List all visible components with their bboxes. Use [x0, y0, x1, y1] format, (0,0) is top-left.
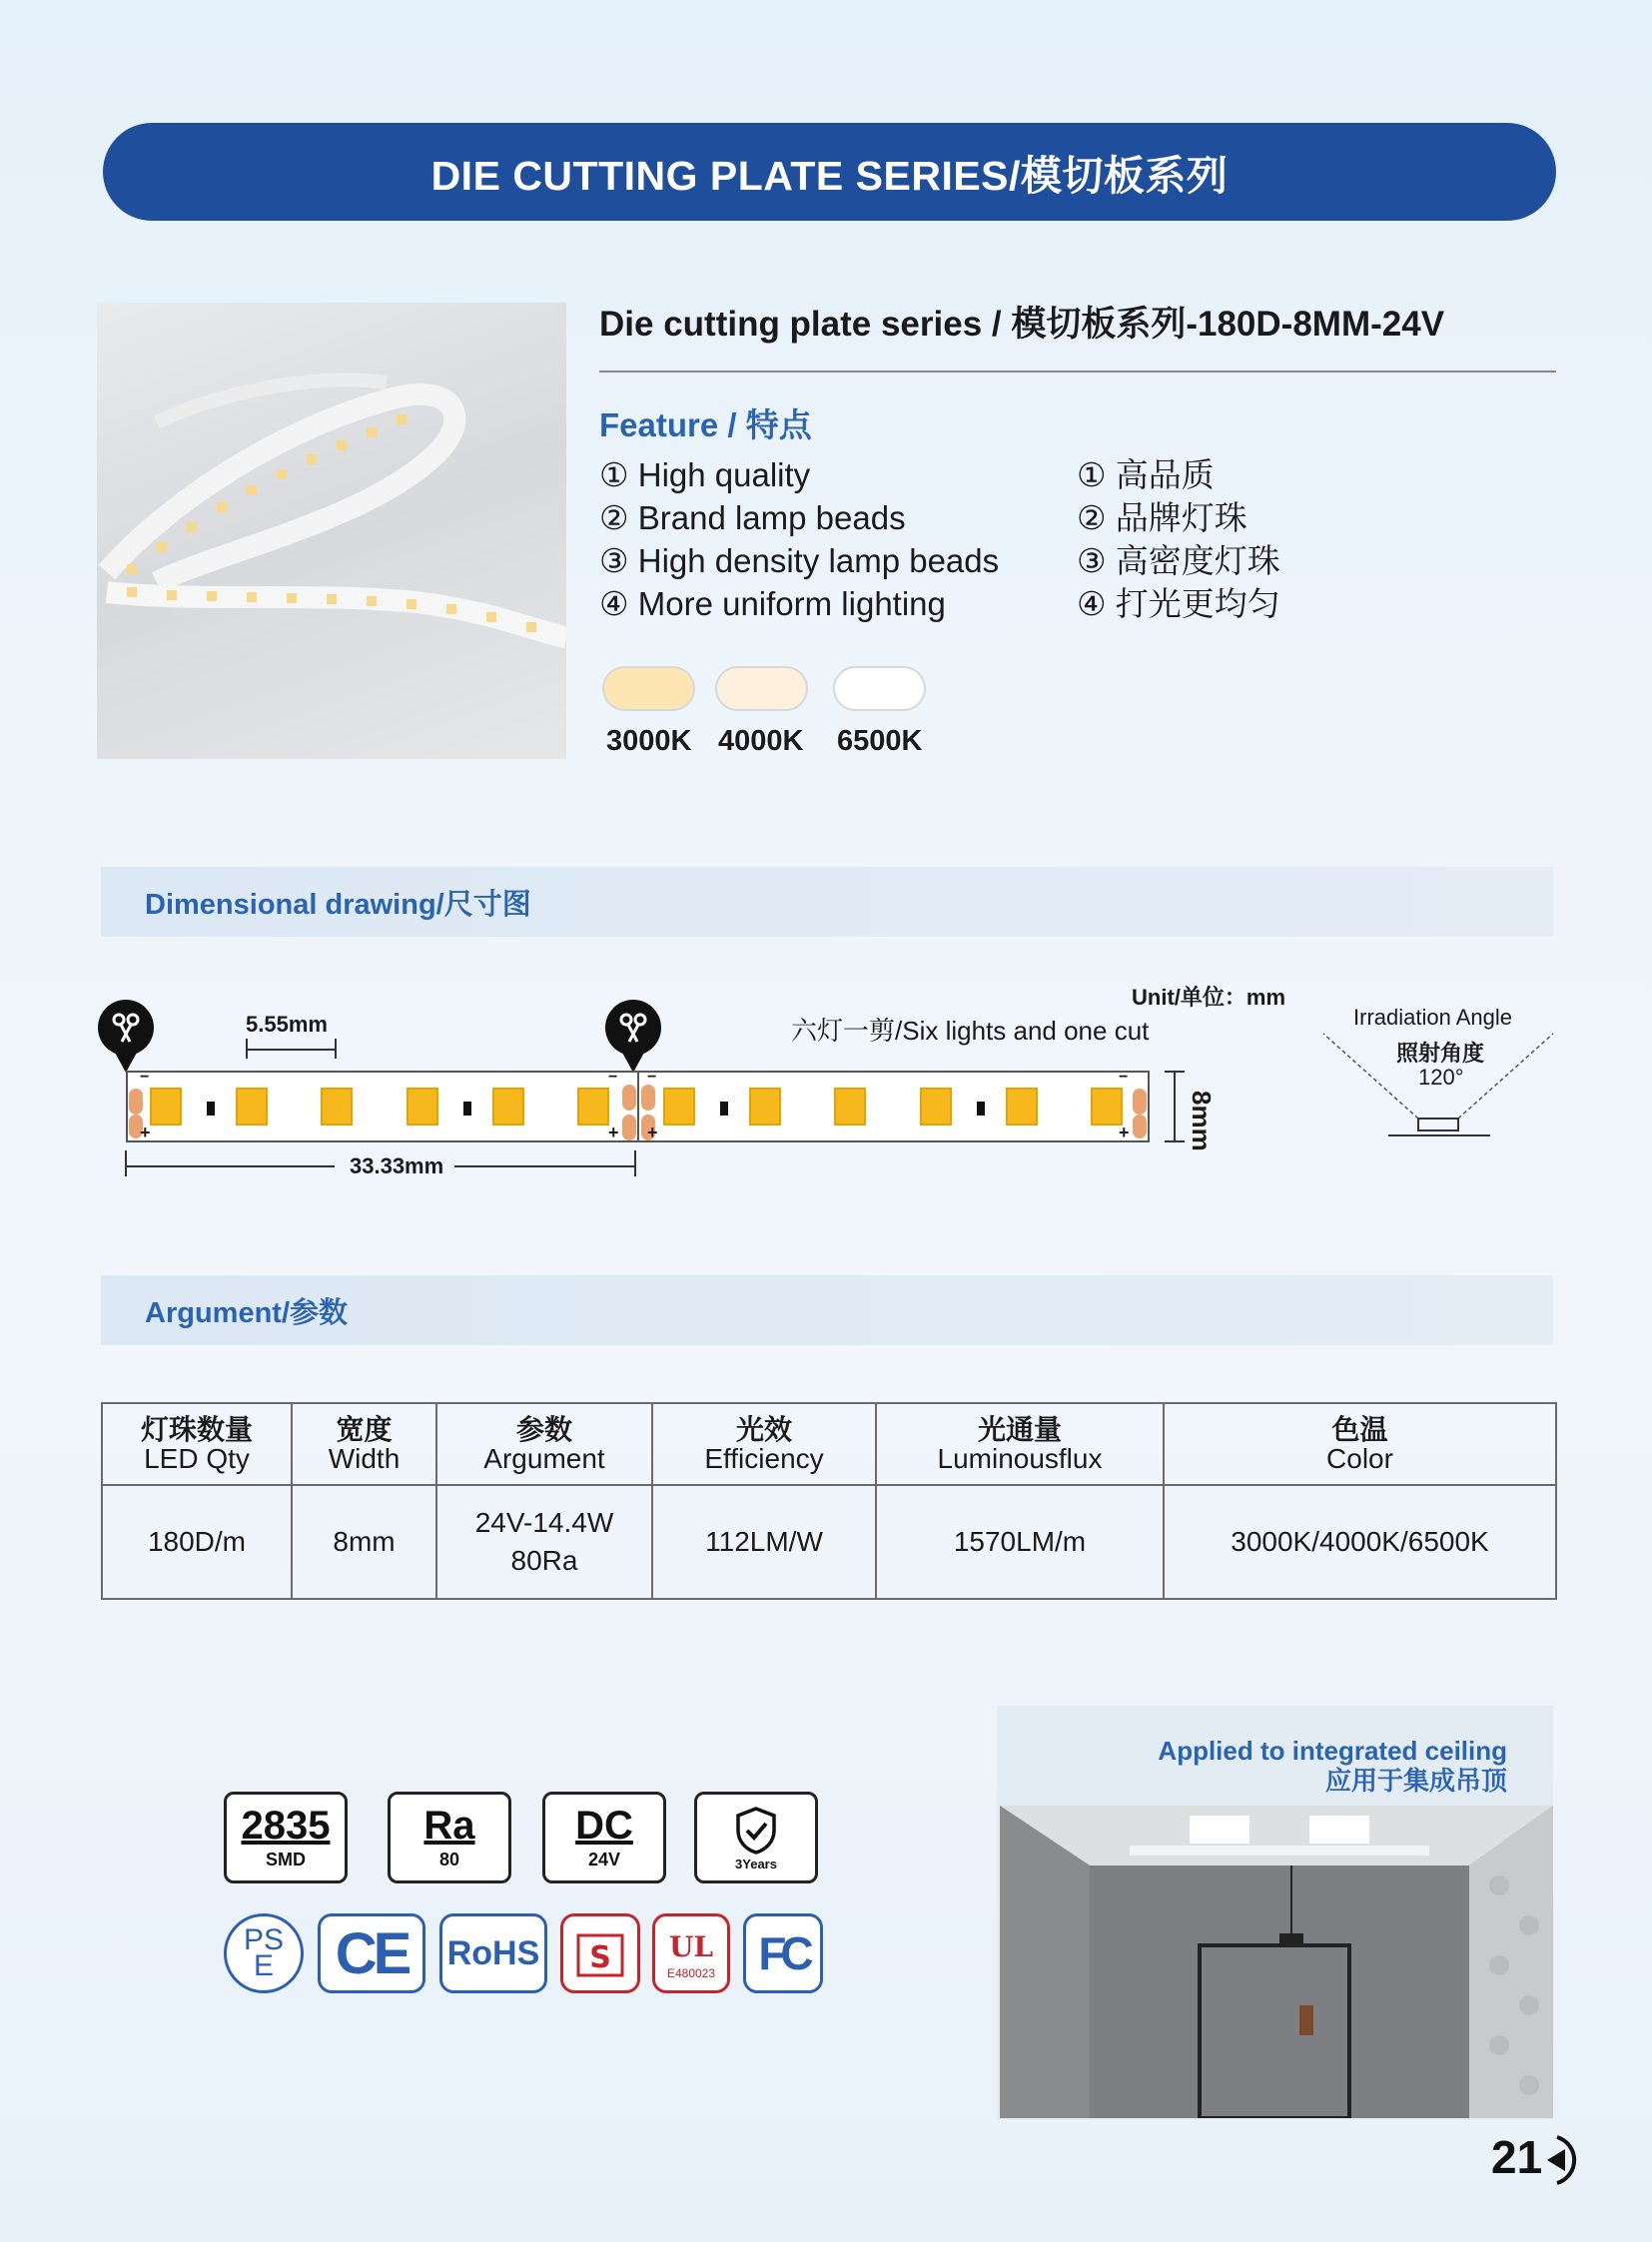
led-bead [321, 1088, 353, 1125]
feature-en-item: ③ High density lamp beads [599, 542, 1000, 579]
th-zh: 宽度 [336, 1414, 393, 1445]
spec-table [101, 1402, 1557, 1600]
ul-number: E480023 [666, 1966, 716, 1980]
feature-title: Feature / 特点 [599, 406, 812, 443]
led-bead [1091, 1088, 1123, 1125]
feature-zh-item: ① 高品质 [1077, 456, 1215, 493]
next-page-arrow-icon[interactable] [1543, 2135, 1583, 2185]
feature-zh-item: ④ 打光更均匀 [1077, 585, 1280, 622]
minus-sign: − [608, 1069, 618, 1086]
badge-sub: SMD [266, 1849, 306, 1869]
length-tick [125, 1150, 127, 1176]
led-bead [749, 1088, 781, 1125]
cell-argument-power: 24V-14.4W [474, 1507, 614, 1538]
width-label: 8mm [1187, 1091, 1217, 1151]
plus-sign: + [1119, 1122, 1130, 1142]
minus-sign: − [647, 1069, 657, 1086]
cell-argument [436, 1485, 652, 1599]
resistor-chip [977, 1102, 985, 1116]
th-width [292, 1403, 436, 1485]
feature-en-item: ② Brand lamp beads [599, 499, 906, 536]
solder-pad [129, 1089, 143, 1115]
rohs-logo-text: RoHS [446, 1933, 540, 1972]
features-zh-list [1077, 453, 1280, 625]
application-caption-zh: 应用于集成吊顶 [1324, 1766, 1507, 1796]
length-dimension-line [454, 1165, 635, 1167]
resistor-chip [463, 1102, 471, 1116]
ul-logo [652, 1913, 730, 1993]
th-zh: 光通量 [977, 1414, 1062, 1445]
swatch-4000k [715, 666, 808, 711]
led-pitch-label: 5.55mm [246, 1012, 328, 1037]
length-tick [634, 1150, 636, 1176]
ul-mark-icon [663, 1926, 719, 1966]
solder-pad [1133, 1115, 1147, 1138]
pse-logo-text: E [253, 1949, 274, 1982]
solder-pad [622, 1115, 636, 1140]
th-en: Argument [483, 1443, 605, 1474]
solder-pad [622, 1085, 636, 1111]
pitch-tick [246, 1039, 248, 1059]
led-bead [1006, 1088, 1038, 1125]
th-color [1164, 1403, 1556, 1485]
rohs-logo [439, 1913, 547, 1993]
application-caption-en: Applied to integrated ceiling [1158, 1736, 1507, 1766]
cell-width: 8mm [292, 1485, 436, 1599]
th-argument [436, 1403, 652, 1485]
pse-logo [224, 1913, 304, 1993]
page-number: 21 [1491, 2131, 1543, 2183]
swatch-6500k [833, 666, 926, 711]
table-header-row [102, 1403, 1556, 1485]
led-bead [492, 1088, 524, 1125]
led-bead [407, 1088, 438, 1125]
features-en-list [599, 453, 999, 625]
angle-title-zh: 照射角度 [1396, 1041, 1485, 1066]
svg-text:UL: UL [668, 1930, 714, 1963]
ce-logo [318, 1913, 425, 1993]
badge-main: DC [575, 1803, 633, 1848]
led-bead [834, 1088, 866, 1125]
scissors-icon [98, 1000, 154, 1056]
ce-logo-text: CE [335, 1920, 409, 1986]
resistor-chip [720, 1102, 728, 1116]
cut-label: 六灯一剪/Six lights and one cut [791, 1016, 1150, 1046]
feature-en-item: ① High quality [599, 456, 811, 493]
ra-badge [388, 1792, 511, 1883]
th-zh: 光效 [735, 1414, 792, 1445]
cell-luminous-flux: 1570LM/m [876, 1485, 1164, 1599]
badge-main: Ra [423, 1803, 475, 1848]
th-luminous-flux [876, 1403, 1164, 1485]
fcc-logo [743, 1913, 823, 1993]
dc-badge [542, 1792, 666, 1883]
angle-title: Irradiation Angle [1353, 1005, 1512, 1030]
beam-angle-diagram [1318, 1029, 1558, 1143]
swatch-3000k [602, 666, 695, 711]
led-bead [236, 1088, 268, 1125]
table-row [102, 1485, 1556, 1599]
safety-cert-logo [560, 1913, 640, 1993]
badge-sub: 24V [587, 1849, 621, 1869]
badge-main: 2835 [241, 1803, 331, 1848]
feature-en-item: ④ More uniform lighting [599, 585, 946, 622]
swatch-label: 6500K [837, 725, 923, 757]
th-en: Luminousflux [937, 1443, 1103, 1474]
th-en: LED Qty [144, 1443, 250, 1474]
smd-badge [224, 1792, 348, 1883]
svg-text:S: S [589, 1940, 611, 1975]
warranty-badge [694, 1792, 818, 1883]
application-caption [997, 1736, 1553, 1796]
title-divider [599, 371, 1556, 373]
th-efficiency [652, 1403, 876, 1485]
cell-led-qty: 180D/m [102, 1485, 292, 1599]
solder-pad [1133, 1089, 1147, 1115]
pitch-tick [335, 1039, 337, 1059]
led-bead [150, 1088, 182, 1125]
cell-argument-ra: 80Ra [510, 1545, 578, 1576]
application-photo [1000, 1806, 1553, 2118]
dimensional-section-header [101, 867, 1553, 937]
dimensional-section-title: Dimensional drawing/尺寸图 [145, 888, 531, 921]
pin-tail [114, 1051, 138, 1073]
minus-sign: − [1119, 1069, 1129, 1086]
th-led-qty [102, 1403, 292, 1485]
plus-sign: + [647, 1122, 658, 1142]
product-title: Die cutting plate series / 模切板系列-180D-8MM-24V [599, 305, 1445, 344]
feature-zh-item: ③ 高密度灯珠 [1077, 542, 1280, 579]
minus-sign: − [140, 1069, 150, 1086]
length-dimension-line [125, 1165, 335, 1167]
unit-label: Unit/单位：mm [1132, 985, 1286, 1010]
scissors-icon [605, 1000, 661, 1056]
cell-efficiency: 112LM/W [652, 1485, 876, 1599]
fcc-logo-text: FC [758, 1927, 808, 1979]
swatch-label: 3000K [606, 725, 692, 757]
banner-title: DIE CUTTING PLATE SERIES/模切板系列 [430, 152, 1229, 199]
angle-value: 120° [1418, 1065, 1464, 1090]
badge-sub: 3Years [735, 1856, 777, 1871]
led-strip-photo [97, 303, 566, 759]
th-zh: 参数 [515, 1414, 572, 1445]
pin-tail [621, 1051, 645, 1073]
plus-sign: + [608, 1122, 619, 1142]
bathroom-ceiling-photo [1000, 1806, 1553, 2118]
pse-logo-text: PS [243, 1923, 285, 1956]
th-en: Color [1326, 1443, 1393, 1474]
th-zh: 色温 [1331, 1414, 1388, 1445]
swatch-label: 4000K [718, 725, 804, 757]
badge-sub: 80 [438, 1849, 460, 1869]
th-en: Width [328, 1443, 401, 1474]
led-bead [663, 1088, 695, 1125]
s-mark-icon [570, 1923, 630, 1983]
led-bead [920, 1088, 952, 1125]
th-zh: 灯珠数量 [140, 1414, 253, 1445]
cell-color: 3000K/4000K/6500K [1164, 1485, 1556, 1599]
led-strip-drawing [126, 1071, 1150, 1142]
solder-pad [641, 1085, 655, 1111]
cut-line [637, 1073, 639, 1142]
plus-sign: + [140, 1122, 151, 1142]
width-dimension-line [1174, 1071, 1176, 1142]
shield-check-icon [730, 1805, 782, 1857]
led-bead [577, 1088, 609, 1125]
feature-zh-item: ② 品牌灯珠 [1077, 499, 1247, 536]
cut-length-label: 33.33mm [350, 1153, 444, 1178]
resistor-chip [207, 1102, 215, 1116]
argument-section-header [101, 1275, 1553, 1345]
argument-section-title: Argument/参数 [145, 1296, 349, 1329]
th-en: Efficiency [704, 1443, 824, 1474]
pitch-dimension-line [246, 1049, 336, 1051]
product-photo [97, 303, 566, 759]
series-banner [103, 123, 1556, 221]
